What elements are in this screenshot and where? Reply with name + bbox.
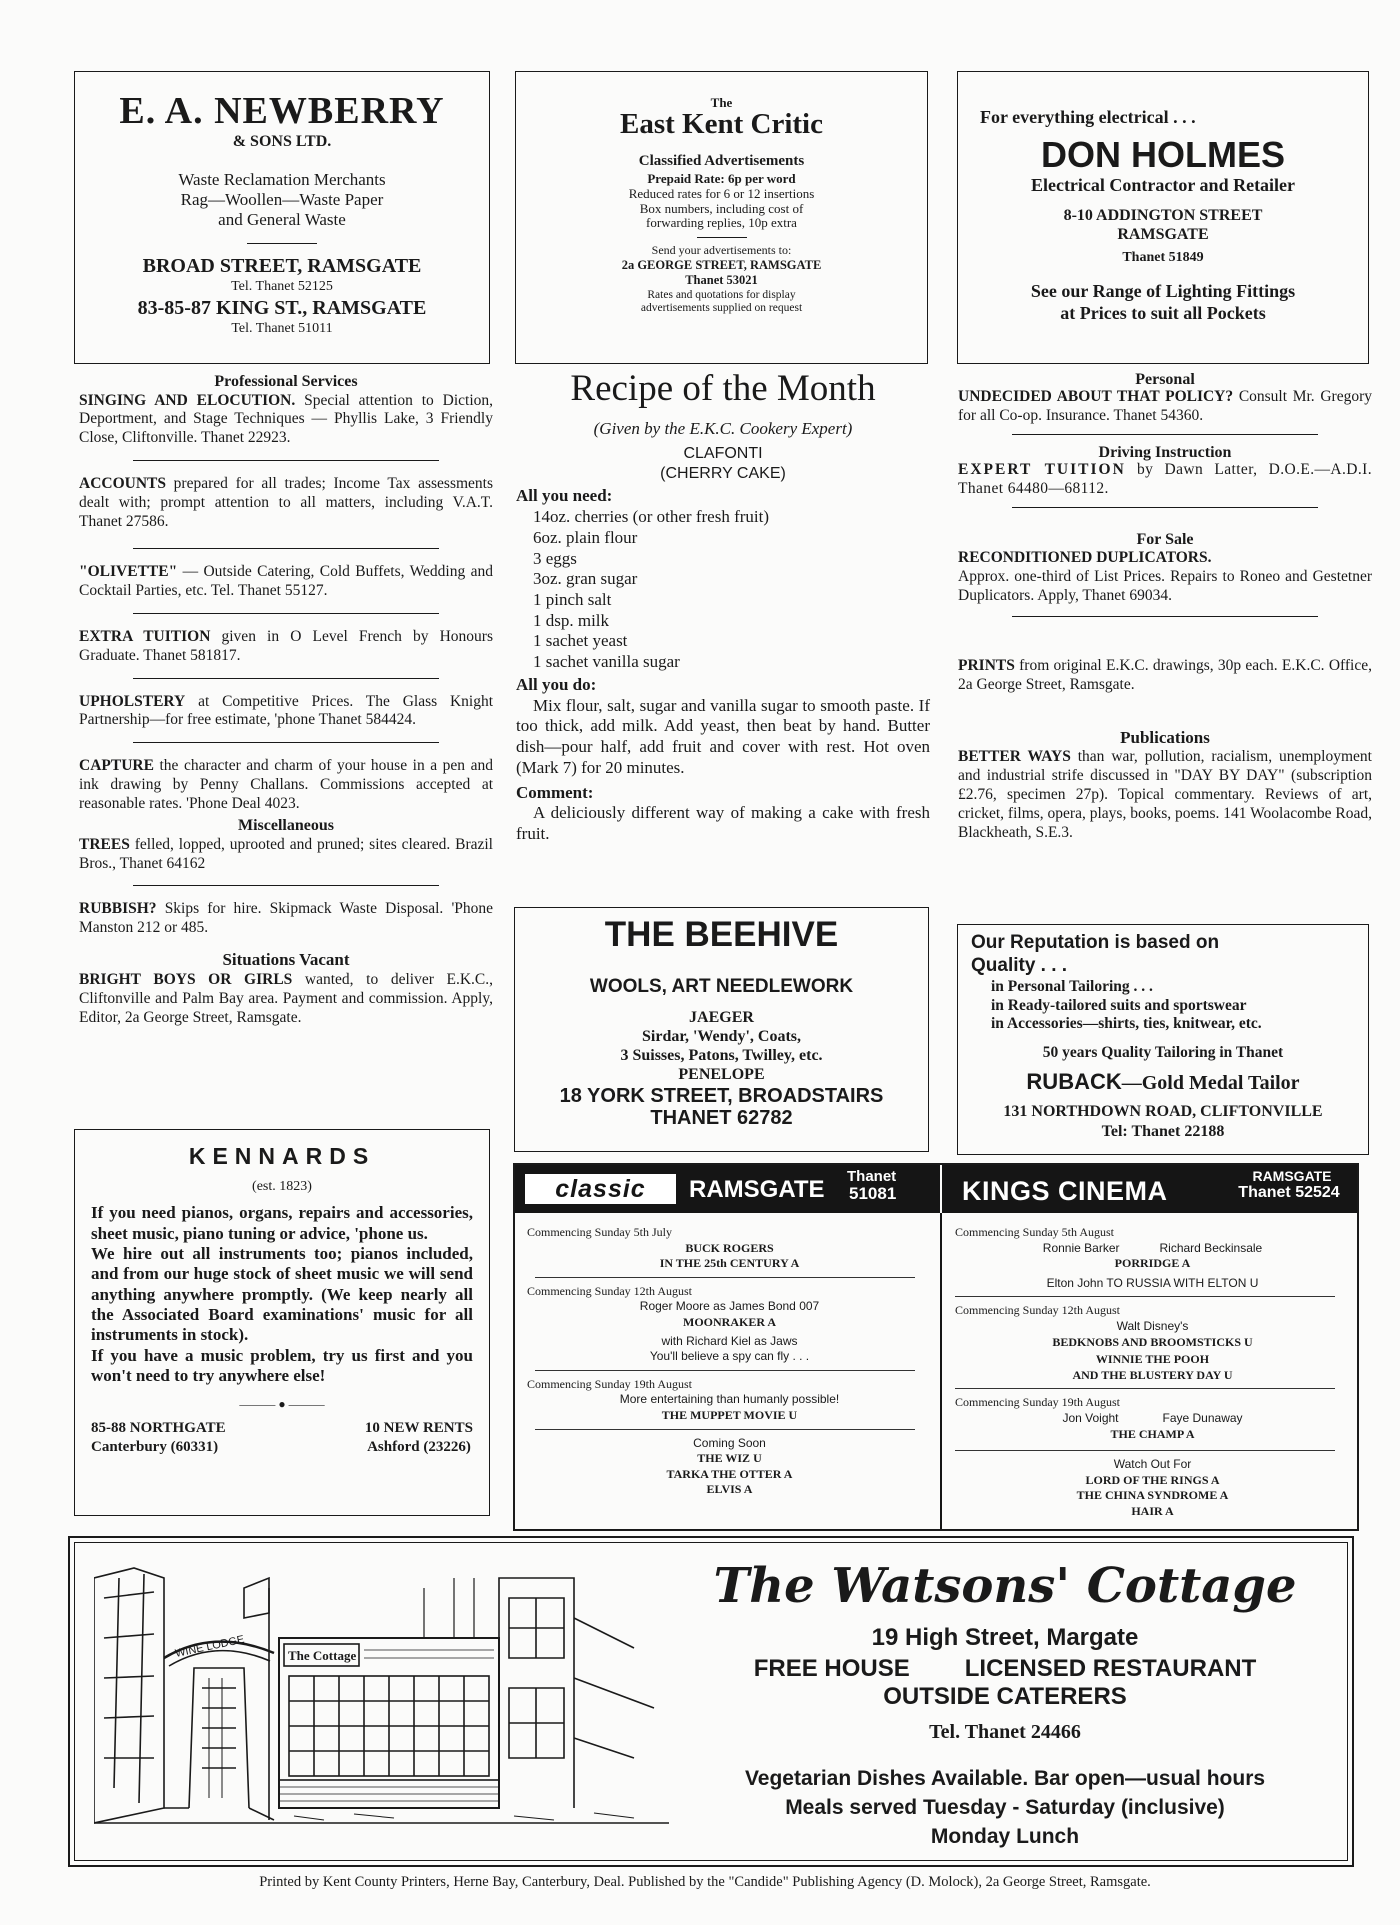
ad-text: Consult Mr. Gregory for all Co-op. Insurance. Thanet 54360.	[958, 388, 1373, 424]
recipe-comment: A deliciously different way of making a cake with fresh fruit.	[516, 803, 930, 844]
ad-lead: BETTER WAYS	[958, 748, 1071, 766]
personal-heading: Personal	[1135, 371, 1195, 388]
kennards-a1: 85-88 NORTHGATE	[91, 1420, 226, 1437]
ad-text: the character and charm of your house in a pen and ink drawing by Penny Challans. Commissions accepted at reasonable rates. 'Phone Deal 4023.	[79, 757, 493, 813]
recipe-byline: (Given by the E.K.C. Cookery Expert)	[593, 418, 853, 438]
sign-lines	[364, 1650, 494, 1658]
window-bars	[509, 1598, 564, 1758]
ad-lead: SINGING AND ELOCUTION.	[79, 391, 296, 409]
ad-lead: EXTRA TUITION	[79, 627, 211, 645]
critic-addr: 2a GEORGE STREET, RAMSGATE	[621, 258, 822, 273]
cottage-l1-row	[680, 1654, 1330, 1683]
star-row	[955, 1241, 1350, 1257]
ingredient-item: 1 pinch salt	[533, 589, 612, 609]
ad-text: by Dawn Latter, D.O.E.—A.D.I. Thanet 64480—68112.	[958, 460, 1372, 497]
film-credit: with Richard Kiel as Jaws	[661, 1333, 798, 1348]
classified-ad	[958, 657, 1372, 695]
film-title: BEDKNOBS AND BROOMSTICKS U	[1052, 1334, 1253, 1349]
building-lines	[202, 1688, 236, 1768]
critic-tel: Thanet 53021	[685, 273, 758, 288]
kennards-ad	[74, 1129, 490, 1516]
commencing-date: Commencing Sunday 12th August	[527, 1283, 692, 1298]
film-title: IN THE 25th CENTURY A	[659, 1256, 800, 1271]
right-classifieds	[958, 372, 1372, 843]
block-divider	[955, 1388, 1335, 1389]
divider	[133, 678, 439, 679]
holmes-ad	[957, 71, 1369, 364]
recipe-dish2: (CHERRY CAKE)	[660, 464, 786, 482]
beehive-tel: THANET 62782	[650, 1106, 793, 1129]
classic-town: RAMSGATE	[689, 1176, 825, 1203]
ruback-l3: in Accessories—shirts, ties, knitwear, etc.	[991, 1015, 1262, 1033]
classified-ad	[79, 392, 493, 449]
classic-listings	[527, 1225, 932, 1498]
classified-ad	[79, 475, 493, 532]
driving-heading: Driving Instruction	[1098, 443, 1232, 461]
ruback-h2: Quality . . .	[971, 954, 1068, 976]
alley-building-left	[94, 1568, 164, 1823]
divider	[133, 548, 439, 549]
recipe-do-heading: All you do:	[516, 674, 597, 694]
critic-r2: Box numbers, including cost of	[639, 200, 804, 216]
holmes-s2: at Prices to suit all Pockets	[1060, 302, 1266, 323]
critic-the: The	[710, 95, 733, 110]
cottage-v2: Meals served Tuesday - Saturday (inclusive)	[785, 1796, 1225, 1819]
classified-ad	[79, 836, 493, 874]
kings-block-3	[955, 1395, 1350, 1442]
cottage-sign-text: The Cottage	[288, 1648, 357, 1663]
ad-lead: EXPERT TUITION	[958, 460, 1126, 478]
ad-lead: BRIGHT BOYS OR GIRLS	[79, 970, 293, 988]
cottage-addr: 19 High Street, Margate	[871, 1624, 1139, 1651]
beehive-addr: 18 YORK STREET, BROADSTAIRS	[559, 1084, 884, 1107]
ad-text: wanted, to deliver E.K.C., Cliftonville and Palm Bay area. Payment and commission. Apply, Editor, 2a George Street, Ramsgate.	[79, 970, 493, 1026]
film-credit: Elton John TO RUSSIA WITH ELTON U	[1046, 1275, 1259, 1290]
cinema-listings	[513, 1163, 1359, 1531]
commencing-date: Commencing Sunday 5th July	[527, 1225, 672, 1239]
newberry-rule	[247, 243, 317, 244]
ad-text: felled, lopped, uprooted and pruned; sites cleared. Brazil Bros., Thanet 64162	[79, 835, 493, 872]
newberry-line3: and General Waste	[218, 209, 346, 229]
ruback-l1: in Personal Tailoring . . .	[991, 977, 1153, 995]
ruback-tel: Tel: Thanet 22188	[1101, 1122, 1225, 1140]
ad-lead: RUBBISH?	[79, 900, 157, 918]
kings-watch-out	[955, 1457, 1350, 1519]
building-lines	[114, 1574, 144, 1803]
ingredient-item: 3 eggs	[533, 548, 577, 568]
newberry-name: E. A. NEWBERRY	[119, 90, 445, 132]
block-divider	[535, 1429, 915, 1430]
street-texture	[294, 1813, 634, 1820]
classic-logo: classic	[525, 1174, 676, 1204]
ruback-name2: —Gold Medal Tailor	[1121, 1072, 1300, 1095]
beehive-name: THE BEEHIVE	[604, 915, 839, 954]
beehive-l1: JAEGER	[689, 1008, 754, 1026]
kings-block-1	[955, 1225, 1350, 1291]
cottage-v1: Vegetarian Dishes Available. Bar open—usual hours	[744, 1767, 1266, 1790]
ingredient-item: 1 sachet vanilla sugar	[533, 652, 680, 672]
cottage-illustration	[94, 1558, 674, 1828]
commencing-date: Commencing Sunday 19th August	[955, 1395, 1120, 1410]
block-divider	[535, 1277, 915, 1278]
beehive-l3: 3 Suisses, Patons, Twilley, etc.	[620, 1047, 823, 1065]
newberry-addr1: BROAD STREET, RAMSGATE	[142, 255, 422, 278]
film-title: AND THE BLUSTERY DAY U	[1072, 1367, 1233, 1382]
critic-r1: Reduced rates for 6 or 12 insertions	[628, 185, 815, 201]
ad-text: Skips for hire. Skipmack Waste Disposal. 'Phone Manston 212 or 485.	[79, 900, 493, 937]
sale-heading: For Sale	[1136, 530, 1194, 548]
divider	[133, 885, 439, 886]
kennards-separator: ——— ● ———	[239, 1396, 325, 1411]
divider	[1012, 434, 1318, 435]
wine-lodge-sign: WINE LODGE	[174, 1633, 246, 1660]
recipe-dish1: CLAFONTI	[683, 445, 763, 463]
ad-text: from original E.K.C. drawings, 30p each. E.K.C. Office, 2a George Street, Ramsgate.	[958, 656, 1372, 693]
film-credit: Walt Disney's	[1116, 1318, 1189, 1333]
classic-coming-soon	[527, 1436, 932, 1498]
sale-lead: RECONDITIONED DUPLICATORS.	[958, 549, 1212, 567]
film-title: PORRIDGE A	[1114, 1256, 1191, 1271]
miscellaneous-heading: Miscellaneous	[238, 817, 334, 835]
ruback-addr: 131 NORTHDOWN ROAD, CLIFTONVILLE	[1003, 1103, 1323, 1121]
divider	[133, 460, 439, 461]
signage-lines	[574, 1618, 654, 1758]
cottage-restaurant: LICENSED RESTAURANT	[964, 1655, 1257, 1682]
situations-heading: Situations Vacant	[222, 950, 350, 970]
film-title: TARKA THE OTTER A	[666, 1466, 793, 1481]
ingredient-item: 14oz. cherries (or other fresh fruit)	[533, 507, 770, 527]
film-credit: More entertaining than humanly possible!	[619, 1392, 840, 1407]
classified-ad	[79, 628, 493, 666]
newberry-line1: Waste Reclamation Merchants	[178, 170, 386, 190]
brick-lines	[279, 1787, 499, 1801]
kennards-a1b: Canterbury (60331)	[91, 1438, 219, 1455]
critic-sub: Classified Advertisements	[638, 153, 805, 170]
block-divider	[955, 1296, 1335, 1297]
cottage-name: The Watsons' Cottage	[713, 1558, 1297, 1614]
kennards-p1: If you need pianos, organs, repairs and accessories, sheet music, piano tuning or advice, 'phone us.	[91, 1203, 473, 1243]
block-divider	[955, 1450, 1335, 1451]
building-lines	[209, 1678, 222, 1798]
newberry-ad	[74, 71, 490, 364]
newberry-tel1: Tel. Thanet 52125	[231, 279, 333, 295]
ad-lead: UPHOLSTERY	[79, 692, 186, 710]
holmes-s1: See our Range of Lighting Fittings	[1030, 280, 1296, 301]
ruback-name: RUBACK	[1026, 1069, 1122, 1095]
holmes-tel: Thanet 51849	[1122, 249, 1204, 265]
building-lines	[104, 1592, 154, 1758]
kings-tel: Thanet 52524	[1238, 1184, 1340, 1201]
kennards-ashford	[365, 1419, 473, 1456]
coming-soon-label: Coming Soon	[693, 1435, 766, 1450]
classified-ad	[79, 900, 493, 938]
film-title: THE WIZ U	[697, 1451, 762, 1466]
film-credit: Roger Moore as James Bond 007	[639, 1299, 820, 1314]
divider	[133, 613, 439, 614]
kings-town: RAMSGATE	[1252, 1168, 1332, 1184]
critic-d1: Rates and quotations for display	[647, 288, 796, 301]
ad-lead: UNDECIDED ABOUT THAT POLICY?	[958, 388, 1234, 405]
classified-ad	[79, 971, 493, 1028]
ad-text: at Competitive Prices. The Glass Knight Partnership—for free estimate, 'phone Thanet 584424.	[79, 692, 493, 729]
ruback-h1: Our Reputation is based on	[971, 932, 1220, 953]
block-divider	[535, 1370, 915, 1371]
cottage-v3: Monday Lunch	[930, 1825, 1080, 1848]
cottage-ad	[68, 1536, 1354, 1867]
classic-block-2	[527, 1284, 932, 1365]
kings-block-2	[955, 1303, 1350, 1383]
holmes-addr2: RAMSGATE	[1117, 226, 1209, 244]
critic-r3: forwarding replies, 10p extra	[646, 215, 797, 231]
film-credit: Ronnie Barker	[1042, 1240, 1120, 1255]
recipe-method: Mix flour, salt, sugar and vanilla sugar to smooth paste. If too thick, add milk. Add yeast, then beat by hand. Butter dish—pour half, add fruit and cover with rest. Hot oven (Mark 7) for 20 minutes.	[516, 695, 930, 777]
holmes-addr1: 8-10 ADDINGTON STREET	[1063, 206, 1263, 224]
left-classifieds	[79, 372, 493, 1040]
commencing-date: Commencing Sunday 19th August	[527, 1376, 692, 1391]
star-row	[955, 1411, 1350, 1427]
cinema-divider	[940, 1213, 942, 1529]
film-credit: You'll believe a spy can fly . . .	[649, 1349, 810, 1364]
ad-lead: CAPTURE	[79, 757, 154, 775]
beehive-l4: PENELOPE	[678, 1066, 765, 1084]
classic-block-3	[527, 1377, 932, 1424]
newberry-line2: Rag—Woollen—Waste Paper	[180, 189, 384, 209]
beehive-l2: Sirdar, 'Wendy', Coats,	[642, 1028, 801, 1046]
beehive-sub: WOOLS, ART NEEDLEWORK	[589, 975, 854, 997]
classified-ad	[79, 693, 493, 731]
kings-header	[942, 1165, 1357, 1213]
ruback-name-row	[958, 1069, 1368, 1096]
ad-lead: TREES	[79, 835, 130, 853]
ruback-years: 50 years Quality Tailoring in Thanet	[1042, 1044, 1284, 1062]
ad-text: prepared for all trades; Income Tax assessments dealt with; prompt attention to all matters, including V.A.T. Thanet 27586.	[79, 475, 493, 531]
critic-name: East Kent Critic	[620, 108, 823, 140]
commencing-date: Commencing Sunday 12th August	[955, 1303, 1120, 1318]
classic-block-1	[527, 1225, 932, 1272]
newberry-sons: & SONS LTD.	[232, 132, 332, 150]
classic-tel1: Thanet	[847, 1168, 897, 1185]
film-title: WINNIE THE POOH	[1095, 1352, 1210, 1367]
kennards-canterbury	[91, 1419, 226, 1456]
ad-lead: "OLIVETTE"	[79, 562, 178, 580]
cottage-tel: Tel. Thanet 24466	[929, 1721, 1081, 1743]
pipes	[424, 1578, 474, 1638]
kennards-name: KENNARDS	[188, 1143, 376, 1169]
kennards-est: (est. 1823)	[252, 1179, 312, 1195]
ruback-l2: in Ready-tailored suits and sportswear	[991, 996, 1247, 1014]
divider	[1012, 616, 1318, 617]
newberry-addr2: 83-85-87 KING ST., RAMSGATE	[137, 296, 427, 319]
kennards-a2: 10 NEW RENTS	[364, 1420, 473, 1437]
holmes-name: DON HOLMES	[1040, 133, 1285, 175]
film-title: HAIR A	[1131, 1503, 1174, 1518]
recipe-need-heading: All you need:	[516, 486, 613, 506]
sale-text: Approx. one-third of List Prices. Repairs to Roneo and Gestetner Duplicators. Apply, Thanet 69034.	[958, 568, 1372, 604]
critic-send: Send your advertisements to:	[651, 243, 792, 258]
ingredient-item: 3oz. gran sugar	[533, 569, 638, 589]
film-title: THE CHAMP A	[1110, 1426, 1195, 1441]
film-credit: Jon Voight	[1062, 1410, 1119, 1425]
beehive-ad	[514, 907, 929, 1152]
ingredient-item: 1 sachet yeast	[533, 631, 628, 651]
ad-text: Special attention to Diction, Deportment, and Stage Techniques — Phyllis Lake, 3 Friendly Close, Cliftonville. Thanet 22923.	[79, 391, 494, 447]
kennards-a2b: Ashford (23226)	[367, 1438, 471, 1455]
film-title: ELVIS A	[706, 1482, 753, 1497]
chimney	[244, 1578, 269, 1618]
critic-d2: advertisements supplied on request	[640, 301, 803, 314]
ad-text: — Outside Catering, Cold Buffets, Wedding and Cocktail Parties, etc. Tel. Thanet 55127.	[79, 562, 493, 599]
recipe-comment-heading: Comment:	[516, 782, 594, 802]
ad-lead: ACCOUNTS	[79, 475, 166, 493]
film-title: BUCK ROGERS	[685, 1240, 774, 1255]
film-credit: Richard Beckinsale	[1159, 1240, 1263, 1255]
ground-lines	[164, 1808, 274, 1820]
commencing-date: Commencing Sunday 5th August	[955, 1225, 1114, 1239]
ingredient-item: 6oz. plain flour	[533, 527, 638, 547]
holmes-sub: Electrical Contractor and Retailer	[1030, 174, 1296, 195]
alley-back	[189, 1668, 249, 1808]
film-title: THE MUPPET MOVIE U	[661, 1407, 798, 1422]
recipe-section	[516, 368, 930, 845]
classified-ad	[958, 388, 1372, 426]
ad-lead: PRINTS	[958, 656, 1015, 674]
ingredient-item: 1 dsp. milk	[533, 610, 610, 630]
recipe-title: Recipe of the Month	[570, 368, 876, 409]
film-title: LORD OF THE RINGS A	[1085, 1472, 1220, 1487]
ingredient-list	[533, 507, 930, 673]
classified-ad	[958, 461, 1372, 499]
critic-ad	[515, 71, 928, 364]
classic-header	[515, 1165, 940, 1213]
critic-rule	[697, 237, 747, 238]
film-title: MOONRAKER A	[683, 1314, 776, 1329]
critic-rate: Prepaid Rate: 6p per word	[647, 170, 796, 186]
divider	[1012, 507, 1318, 508]
kings-listings	[955, 1225, 1350, 1520]
professional-heading: Professional Services	[214, 373, 358, 390]
kings-name: KINGS CINEMA	[962, 1176, 1168, 1206]
printer-footer: Printed by Kent County Printers, Herne Bay, Canterbury, Deal. Published by the "Candide" Publishing Agency (D. Molock), 2a George Street, Ramsgate.	[259, 1874, 1151, 1890]
film-credit: Faye Dunaway	[1162, 1410, 1243, 1425]
divider	[133, 742, 439, 743]
holmes-tag: For everything electrical . . .	[980, 107, 1196, 127]
kennards-p3: If you have a music problem, try us first and you won't need to try anywhere else!	[91, 1345, 473, 1386]
kennards-addresses	[91, 1419, 473, 1456]
film-title: THE CHINA SYNDROME A	[1076, 1488, 1229, 1503]
cottage-caterers: OUTSIDE CATERERS	[883, 1683, 1127, 1710]
cottage-free-house: FREE HOUSE	[753, 1655, 910, 1682]
classified-ad	[79, 757, 493, 814]
classified-ad	[79, 563, 493, 601]
watch-out-label: Watch Out For	[1113, 1457, 1192, 1472]
classified-ad	[958, 748, 1372, 843]
kennards-p2: We hire out all instruments too; pianos included, and from our huge stock of sheet music we will send anything anywhere promptly. (We keep nearly all the Associated Board examinations' music for all instruments in stock).	[91, 1243, 473, 1345]
newberry-tel2: Tel. Thanet 51011	[231, 320, 333, 336]
classic-tel2: 51081	[849, 1184, 897, 1203]
publications-heading: Publications	[1120, 727, 1210, 747]
ad-text: given in O Level French by Honours Graduate. Thanet 581817.	[79, 627, 493, 664]
ad-text: than war, pollution, racialism, unemployment and industrial strife discussed in "DAY BY DAY" (subscription £2.76, specimen 27p). Topical commentary. Reviews of art, cricket, films, opera, plays, books, poems. 141 Woolacombe Road, Blackheath, S.E.3.	[958, 748, 1372, 842]
ruback-ad	[957, 924, 1369, 1155]
